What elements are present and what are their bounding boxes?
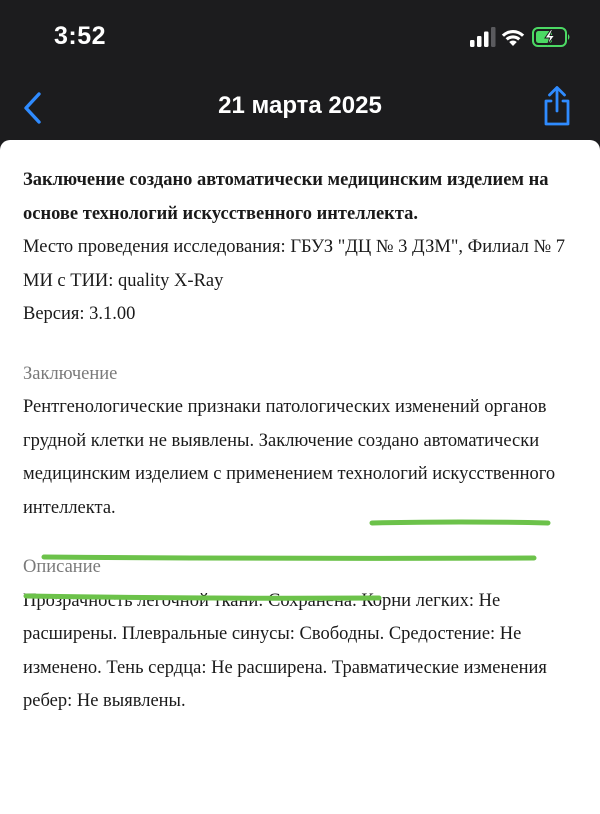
- status-time: 3:52: [54, 22, 107, 50]
- nav-bar: [0, 76, 600, 140]
- document-sheet: [0, 140, 600, 814]
- wifi-icon: [500, 26, 526, 48]
- location-line: Место проведения исследования: ГБУЗ "ДЦ № 3 ДЗМ", Филиал № 7: [23, 237, 566, 257]
- share-icon: [540, 84, 574, 128]
- conclusion-text: [23, 391, 579, 525]
- description-text: Прозрачность легочной ткани: Сохранена. Корни легких: Не расширены. Плевральные синусы: Свободны. Средостение: Не изменено. Тень сердца: Не расширена. Травматические изменения ребер: Не выявлены.: [23, 590, 547, 711]
- page-title: 21 марта 2025: [218, 92, 382, 119]
- battery-charging-icon: [532, 26, 572, 48]
- share-button[interactable]: [540, 84, 574, 128]
- ai-disclaimer-header: Заключение создано автоматически медицинским изделием на основе технологий искусственного интеллекта.: [23, 170, 549, 224]
- description-label: Описание: [23, 557, 101, 577]
- device-line: МИ с ТИИ: quality X-Ray: [23, 270, 224, 291]
- cellular-signal-icon: [470, 26, 496, 48]
- conclusion-ai-note: Заключение создано автоматически медицинским изделием с применением технологий искусственного интеллекта.: [23, 430, 556, 518]
- conclusion-findings: Рентгенологические признаки патологических изменений органов грудной клетки не выявлены.: [23, 397, 547, 451]
- document-content: [23, 164, 579, 719]
- status-bar: [0, 0, 600, 76]
- conclusion-label: Заключение: [23, 363, 118, 384]
- version-line: Версия: 3.1.00: [23, 304, 136, 324]
